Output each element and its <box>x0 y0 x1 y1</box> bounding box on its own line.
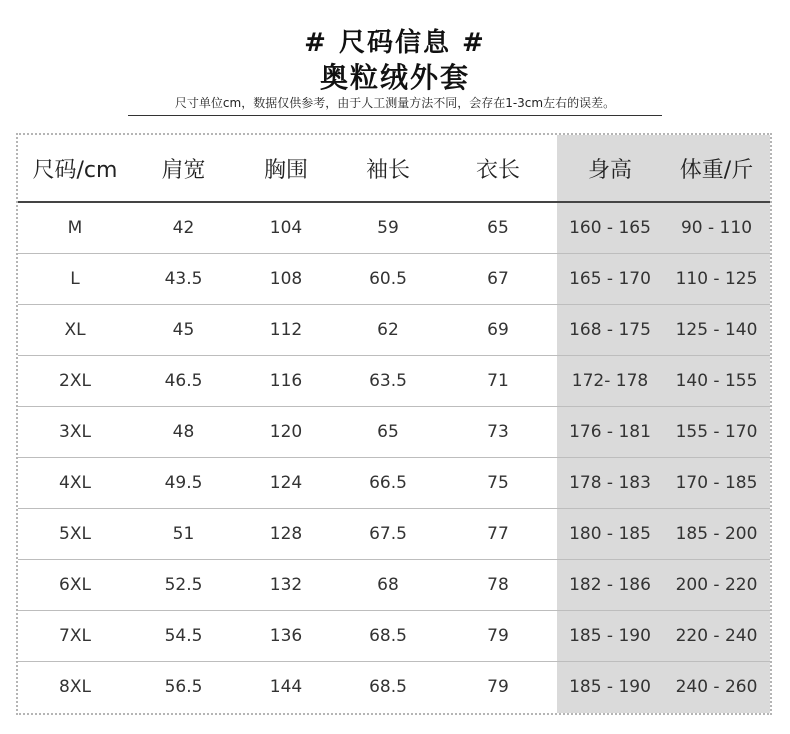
cell-size: L <box>18 254 132 305</box>
cell-weight: 220 - 240 <box>663 611 770 662</box>
measurement-note: 尺寸单位cm，数据仅供参考，由于人工测量方法不同，会存在1-3cm左右的误差。 <box>174 96 616 110</box>
cell-shoulder: 52.5 <box>132 560 235 611</box>
cell-shoulder: 48 <box>132 407 235 458</box>
cell-length: 75 <box>439 458 557 509</box>
table-row <box>18 662 770 713</box>
cell-length: 65 <box>439 202 557 254</box>
table-row <box>18 560 770 611</box>
cell-length: 77 <box>439 509 557 560</box>
header-row <box>18 135 770 202</box>
cell-weight: 200 - 220 <box>663 560 770 611</box>
cell-shoulder: 56.5 <box>164 677 203 697</box>
cell-length: 78 <box>439 560 557 611</box>
table-row <box>18 254 770 305</box>
cell-size: 8XL <box>59 677 91 697</box>
header-height: 身高 <box>557 135 663 202</box>
cell-chest: 128 <box>235 509 337 560</box>
cell-height: 180 - 185 <box>557 509 663 560</box>
cell-sleeve: 63.5 <box>337 356 439 407</box>
cell-size: XL <box>18 305 132 356</box>
cell-height: 168 - 175 <box>557 305 663 356</box>
cell-chest: 132 <box>235 560 337 611</box>
cell-chest: 120 <box>235 407 337 458</box>
header-size: 尺码/cm <box>18 135 132 202</box>
cell-shoulder: 51 <box>132 509 235 560</box>
cell-weight: 170 - 185 <box>663 458 770 509</box>
product-name: 奥粒绒外套 <box>319 61 470 94</box>
cell-sleeve: 68.5 <box>369 677 407 697</box>
cell-height: 185 - 190 <box>557 611 663 662</box>
cell-size: 2XL <box>18 356 132 407</box>
header-weight: 体重/斤 <box>663 135 770 202</box>
cell-height: 160 - 165 <box>557 202 663 254</box>
cell-chest: 124 <box>235 458 337 509</box>
cell-shoulder: 43.5 <box>132 254 235 305</box>
cell-weight: 125 - 140 <box>663 305 770 356</box>
table-row <box>18 509 770 560</box>
cell-chest: 108 <box>235 254 337 305</box>
cell-shoulder: 54.5 <box>132 611 235 662</box>
cell-length: 79 <box>487 677 509 697</box>
cell-length: 79 <box>439 611 557 662</box>
cell-shoulder: 49.5 <box>132 458 235 509</box>
table-row <box>18 305 770 356</box>
size-table <box>18 135 770 712</box>
page-title: # 尺码信息 # <box>304 28 486 58</box>
cell-sleeve: 65 <box>337 407 439 458</box>
cell-weight: 240 - 260 <box>675 677 758 697</box>
cell-weight: 90 - 110 <box>663 202 770 254</box>
cell-shoulder: 45 <box>132 305 235 356</box>
cell-weight: 185 - 200 <box>663 509 770 560</box>
cell-sleeve: 67.5 <box>337 509 439 560</box>
cell-size: 6XL <box>18 560 132 611</box>
header-shoulder: 肩宽 <box>132 135 235 202</box>
header-chest: 胸围 <box>235 135 337 202</box>
cell-chest: 116 <box>235 356 337 407</box>
cell-size: 4XL <box>18 458 132 509</box>
cell-size: 3XL <box>18 407 132 458</box>
cell-height: 182 - 186 <box>557 560 663 611</box>
table-row <box>18 356 770 407</box>
cell-size: 5XL <box>18 509 132 560</box>
cell-size: M <box>18 202 132 254</box>
cell-weight: 110 - 125 <box>663 254 770 305</box>
cell-length: 73 <box>439 407 557 458</box>
cell-sleeve: 68.5 <box>337 611 439 662</box>
table-row <box>18 202 770 254</box>
cell-sleeve: 66.5 <box>337 458 439 509</box>
cell-height: 185 - 190 <box>569 677 651 697</box>
cell-weight: 155 - 170 <box>663 407 770 458</box>
cell-height: 172- 178 <box>557 356 663 407</box>
cell-chest: 144 <box>269 677 303 697</box>
note-underline <box>128 115 662 116</box>
cell-chest: 104 <box>235 202 337 254</box>
cell-shoulder: 42 <box>132 202 235 254</box>
cell-height: 178 - 183 <box>557 458 663 509</box>
cell-sleeve: 60.5 <box>337 254 439 305</box>
cell-sleeve: 68 <box>337 560 439 611</box>
cell-chest: 112 <box>235 305 337 356</box>
cell-chest: 136 <box>235 611 337 662</box>
cell-height: 176 - 181 <box>557 407 663 458</box>
cell-weight: 140 - 155 <box>663 356 770 407</box>
cell-size: 7XL <box>18 611 132 662</box>
cell-sleeve: 62 <box>337 305 439 356</box>
cell-shoulder: 46.5 <box>132 356 235 407</box>
cell-length: 67 <box>439 254 557 305</box>
table-row <box>18 458 770 509</box>
cell-height: 165 - 170 <box>557 254 663 305</box>
header-length: 衣长 <box>439 135 557 202</box>
table-row <box>18 407 770 458</box>
table-row <box>18 611 770 662</box>
cell-sleeve: 59 <box>337 202 439 254</box>
cell-length: 69 <box>439 305 557 356</box>
header-sleeve: 袖长 <box>337 135 439 202</box>
cell-length: 71 <box>439 356 557 407</box>
